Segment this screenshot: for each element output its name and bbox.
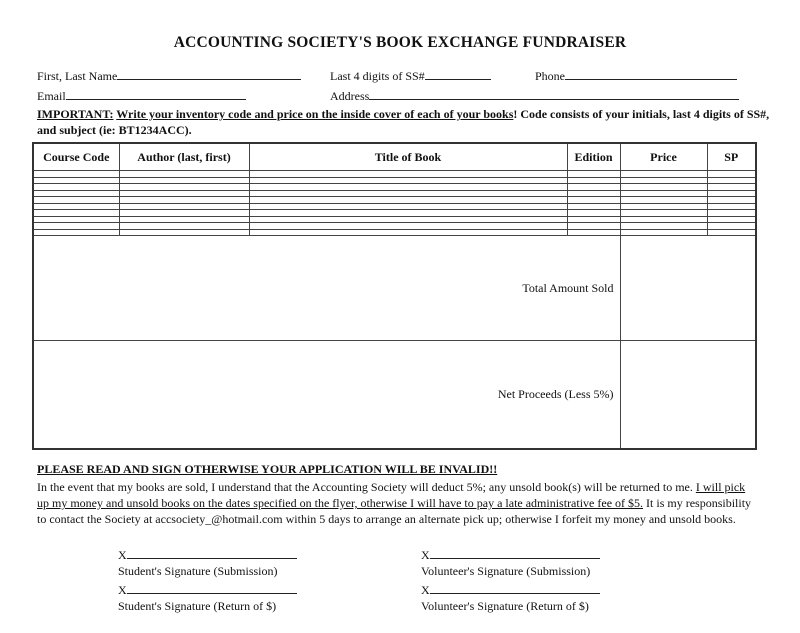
total-row <box>33 236 756 341</box>
net-value-cell[interactable] <box>620 341 756 449</box>
ssn-line[interactable] <box>425 68 491 80</box>
notice-text <box>37 479 755 527</box>
table-header-row <box>33 143 756 171</box>
signature-caption: Volunteer's Signature (Submission) <box>421 564 591 578</box>
name-label: First, Last Name <box>37 69 118 83</box>
important-underlined: Write your inventory code and price on the inside cover of each of your books <box>116 107 514 121</box>
header-course-code: Course Code <box>33 143 119 171</box>
signature-line[interactable] <box>430 583 600 594</box>
header-author: Author (last, first) <box>119 143 249 171</box>
address-field[interactable] <box>330 88 739 104</box>
form-title: ACCOUNTING SOCIETY'S BOOK EXCHANGE FUNDRAISER <box>173 34 627 51</box>
notice-part2: I will pick up my money and unsold books on the dates specified on the flyer, otherwise I will have to pay a late administrative fee of $5. <box>37 480 746 510</box>
notice-heading: PLEASE READ AND SIGN OTHERWISE YOUR APPLICATION WILL BE INVALID!! <box>37 462 498 476</box>
important-instructions <box>37 106 772 138</box>
important-lead: IMPORTANT: <box>37 107 114 121</box>
total-value-cell[interactable] <box>620 236 756 341</box>
total-label: Total Amount Sold <box>33 236 620 341</box>
signature-mark: X <box>118 548 127 562</box>
important-rest: ! Code consists of your initials, last 4 digits of SS#, and subject (ie: BT1234ACC). <box>37 107 770 137</box>
volunteer-submission-signature[interactable] <box>421 548 600 579</box>
address-line[interactable] <box>369 88 739 100</box>
signature-line[interactable] <box>127 548 297 559</box>
signature-line[interactable] <box>430 548 600 559</box>
header-title: Title of Book <box>249 143 567 171</box>
phone-label: Phone <box>535 69 565 83</box>
inventory-body <box>33 171 756 450</box>
name-line[interactable] <box>117 68 301 80</box>
name-field[interactable] <box>37 68 301 84</box>
ssn-field[interactable] <box>330 68 491 84</box>
student-return-signature[interactable] <box>118 583 297 614</box>
ssn-label: Last 4 digits of SS# <box>330 69 425 83</box>
phone-line[interactable] <box>565 68 737 80</box>
email-field[interactable] <box>37 88 246 104</box>
net-row <box>33 341 756 449</box>
signature-line[interactable] <box>127 583 297 594</box>
notice-part1: In the event that my books are sold, I understand that the Accounting Society will deduct 5%; any unsold book(s) will be returned to me. <box>37 480 696 494</box>
net-label: Net Proceeds (Less 5%) <box>33 341 620 449</box>
inventory-table <box>32 142 757 450</box>
signature-caption: Student's Signature (Submission) <box>118 564 278 578</box>
signature-mark: X <box>421 548 430 562</box>
email-line[interactable] <box>66 88 246 100</box>
signature-caption: Volunteer's Signature (Return of $) <box>421 599 589 613</box>
address-label: Address <box>330 89 370 103</box>
header-sp: SP <box>707 143 756 171</box>
email-label: Email <box>37 89 66 103</box>
student-submission-signature[interactable] <box>118 548 297 579</box>
notice-part3: It is my responsibility to contact the Society at accsociety_@hotmail.com within 5 days to arrange an alternate pick up; otherwise I forfeit my money and unsold books. <box>37 496 752 526</box>
header-price: Price <box>620 143 707 171</box>
volunteer-return-signature[interactable] <box>421 583 600 614</box>
signature-mark: X <box>118 583 127 597</box>
phone-field[interactable] <box>535 68 737 84</box>
signature-caption: Student's Signature (Return of $) <box>118 599 277 613</box>
signature-mark: X <box>421 583 430 597</box>
header-edition: Edition <box>567 143 620 171</box>
